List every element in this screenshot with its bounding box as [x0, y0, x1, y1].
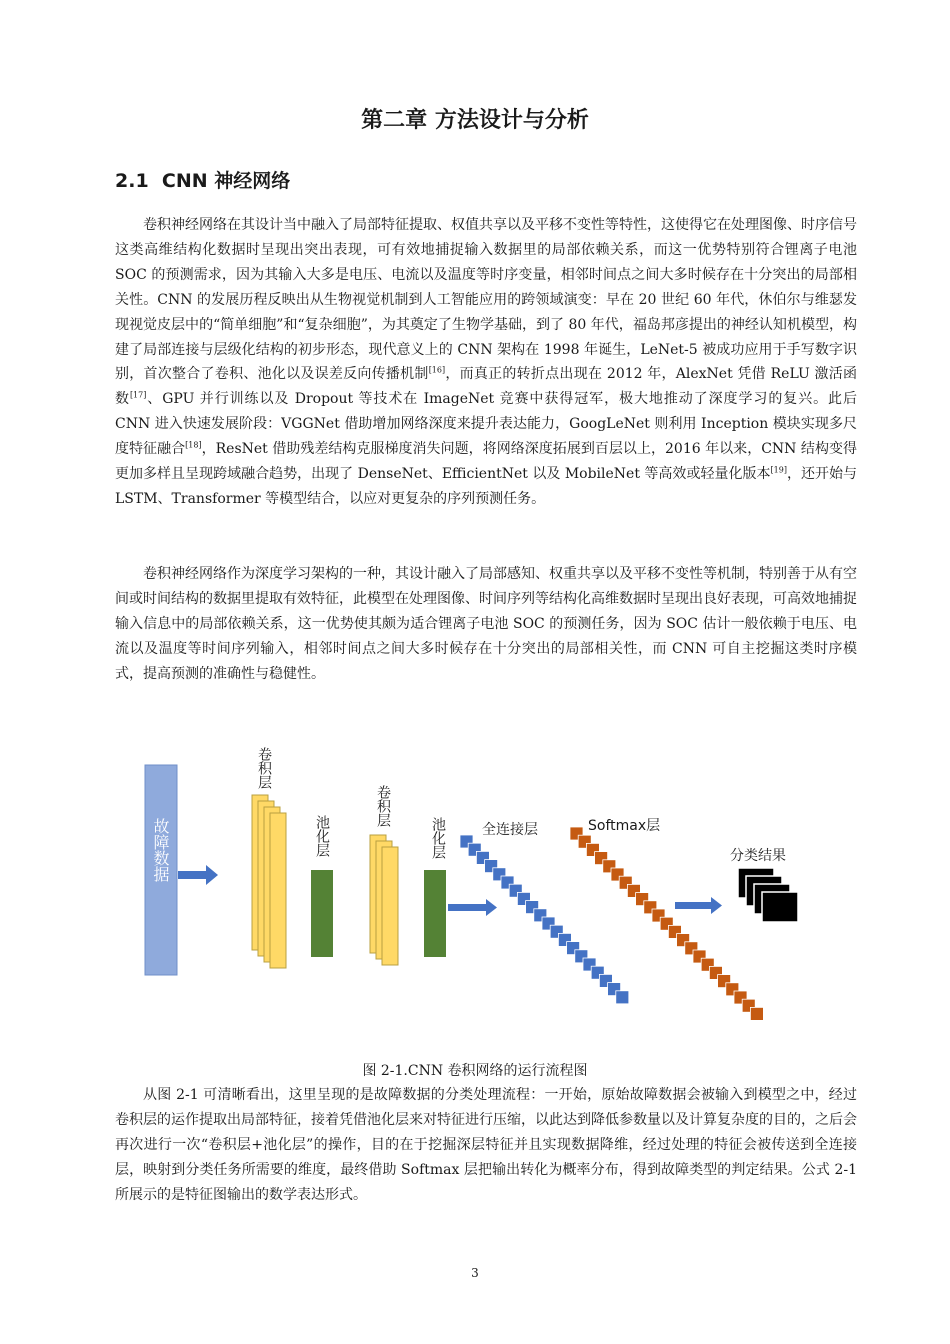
pool-layer-1 [311, 870, 333, 957]
section-title [115, 166, 290, 193]
page-number: 3 [471, 1266, 479, 1280]
fc-neuron [616, 991, 629, 1004]
conv-layer-2 [370, 835, 398, 965]
citation-16: [16] [428, 365, 446, 375]
conv-layer-1 [252, 795, 286, 968]
paragraph-1 [115, 213, 857, 512]
classification-result [738, 868, 798, 922]
citation-18: [18] [185, 440, 202, 450]
section-number: 2.1 [115, 170, 149, 192]
label-input-data: 故障数据 [151, 818, 170, 882]
softmax-neuron [750, 1007, 763, 1020]
cnn-flow-figure [130, 735, 830, 1025]
para1-text-2: ，而真正的转折点出现在 2012 年，AlexNet 凭借 ReLU 激活函数 [115, 366, 858, 408]
label-pool-1: 池化层 [314, 815, 330, 857]
cnn-flow-diagram [130, 735, 830, 1025]
para1-text-3: 、GPU 并行训练以及 Dropout 等技术在 ImageNet 竞赛中获得冠军，极大地推动了深度学习的复兴。此后 CNN 进入快速发展阶段：VGGNet 借助增加网络深度来提升表达能力，GoogLeNet 则利用 Inception 模块实现多尺度特征融合 [115, 391, 857, 458]
para1-text-5: ，还开始与 LSTM、Transformer 等模型结合，以应对更复杂的序列预测任务。 [115, 466, 857, 507]
label-pool-2: 池化层 [430, 817, 446, 859]
pool-layer-2 [424, 870, 446, 957]
label-conv-2: 卷积层 [375, 785, 391, 827]
arrow-softmax-to-result [675, 897, 722, 914]
arrow-pool2-to-fc [448, 899, 497, 916]
section-title-text: CNN 神经网络 [161, 170, 291, 192]
chapter-title: 第二章 方法设计与分析 [361, 108, 589, 133]
para1-text-1: 卷积神经网络在其设计当中融入了局部特征提取、权值共享以及平移不变性等特性，这使得它在处理图像、时序信号这类高维结构化数据时呈现出突出表现，可有效地捕捉输入数据里的局部依赖关系，而这一优势特别符合锂离子电池 SOC 的预测需求，因为其输入大多是电压、电流以及温度等时序变量，相邻时间点之间大多时候存在十分突出的局部相关性。CNN 的发展历程反映出从生物视觉机制到人工智能应用的跨领域演变：早在 20 世纪 60 年代，休伯尔与维瑟发现视觉皮层中的“简单细胞”和“复杂细胞”，为其奠定了生物学基础，到了 80 年代，福岛邦彦提出的神经认知机模型，构建了局部连接与层级化结构的初步形态，现代意义上的 CNN 架构在 1998 年诞生，LeNet-5 被成功应用于手写数字识别，首次整合了卷积、池化以及误差反向传播机制 [115, 217, 857, 383]
label-fully-connected: 全连接层 [482, 822, 538, 838]
citation-17: [17] [129, 390, 147, 400]
citation-19: [19] [770, 465, 787, 475]
label-softmax: Softmax层 [588, 818, 661, 834]
label-result: 分类结果 [730, 848, 786, 864]
figure-caption: 图 2-1.CNN 卷积网络的运行流程图 [362, 1063, 588, 1079]
paragraph-3: 从图 2-1 可清晰看出，这里呈现的是故障数据的分类处理流程：一开始，原始故障数据会被输入到模型之中，经过卷积层的运作提取出局部特征，接着凭借池化层来对特征进行压缩，以此达到降低参数量以及计算复杂度的目的，之后会再次进行一次“卷积层+池化层”的操作，目的在于挖掘深层特征并且实现数据降维，经过处理的特征会被传送到全连接层，映射到分类任务所需要的维度，最终借助 Softmax 层把输出转化为概率分布，得到故障类型的判定结果。公式 2-1 所展示的是特征图输出的数学表达形式。 [115, 1087, 857, 1203]
para1-text-4: ，ResNet 借助残差结构克服梯度消失问题，将网络深度拓展到百层以上，2016 年以来，CNN 结构变得更加多样且呈现跨域融合趋势，出现了 DenseNet、EfficientNet 以及 MobileNet 等高效或轻量化版本 [115, 441, 857, 483]
label-conv-1: 卷积层 [256, 747, 272, 789]
arrow-input-to-conv1 [178, 865, 218, 885]
paragraph-2: 卷积神经网络作为深度学习架构的一种，其设计融入了局部感知、权重共享以及平移不变性等机制，特别善于从有空间或时间结构的数据里提取有效特征，此模型在处理图像、时间序列等结构化高维数据时呈现出良好表现，可高效地捕捉输入信息中的局部依赖关系，这一优势使其颇为适合锂离子电池 SOC 的预测任务，因为 SOC 估计一般依赖于电压、电流以及温度等时间序列输入，相邻时间点之间大多时候存在十分突出的局部相关性，而 CNN 可自主挖掘这类时序模式，提高预测的准确性与稳健性。 [115, 566, 857, 682]
